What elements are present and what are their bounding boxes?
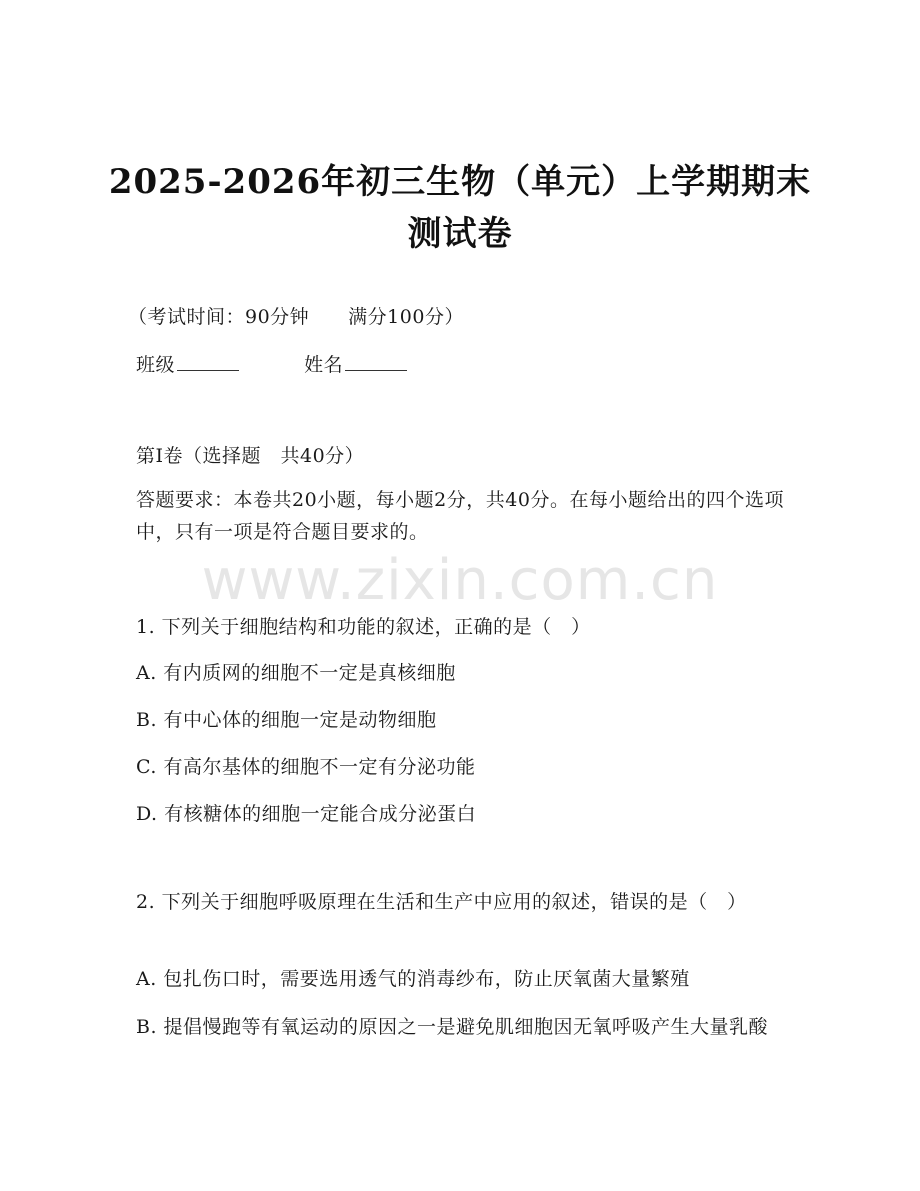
student-info-row	[136, 350, 407, 377]
question-1-option-c: C. 有高尔基体的细胞不一定有分泌功能	[136, 756, 476, 778]
question-2-stem: 2. 下列关于细胞呼吸原理在生活和生产中应用的叙述，错误的是（ ）	[136, 891, 747, 913]
class-blank	[177, 352, 239, 371]
watermark: www.zixin.com.cn	[201, 548, 719, 613]
question-2-option-a: A. 包扎伤口时，需要选用透气的消毒纱布，防止厌氧菌大量繁殖	[136, 968, 690, 990]
exam-title-line1: 2025-2026年初三生物（单元）上学期期末	[108, 162, 812, 202]
question-1-stem: 1. 下列关于细胞结构和功能的叙述，正确的是（ ）	[136, 616, 591, 638]
name-label: 姓名	[304, 354, 344, 376]
exam-info: （考试时间：90分钟 满分100分）	[128, 306, 464, 328]
question-1-option-b: B. 有中心体的细胞一定是动物细胞	[136, 709, 437, 731]
question-1-option-d: D. 有核糖体的细胞一定能合成分泌蛋白	[136, 803, 477, 825]
question-2-option-b: B. 提倡慢跑等有氧运动的原因之一是避免肌细胞因无氧呼吸产生大量乳酸	[136, 1016, 769, 1038]
instructions: 答题要求：本卷共20小题，每小题2分，共40分。在每小题给出的四个选项中，只有一项是符合题目要求的。	[136, 489, 784, 543]
class-label: 班级	[136, 354, 176, 376]
question-1-option-a: A. 有内质网的细胞不一定是真核细胞	[136, 662, 456, 684]
exam-title-line2: 测试卷	[407, 214, 513, 254]
name-blank	[345, 352, 407, 371]
section-title: 第Ⅰ卷（选择题 共40分）	[136, 445, 365, 467]
